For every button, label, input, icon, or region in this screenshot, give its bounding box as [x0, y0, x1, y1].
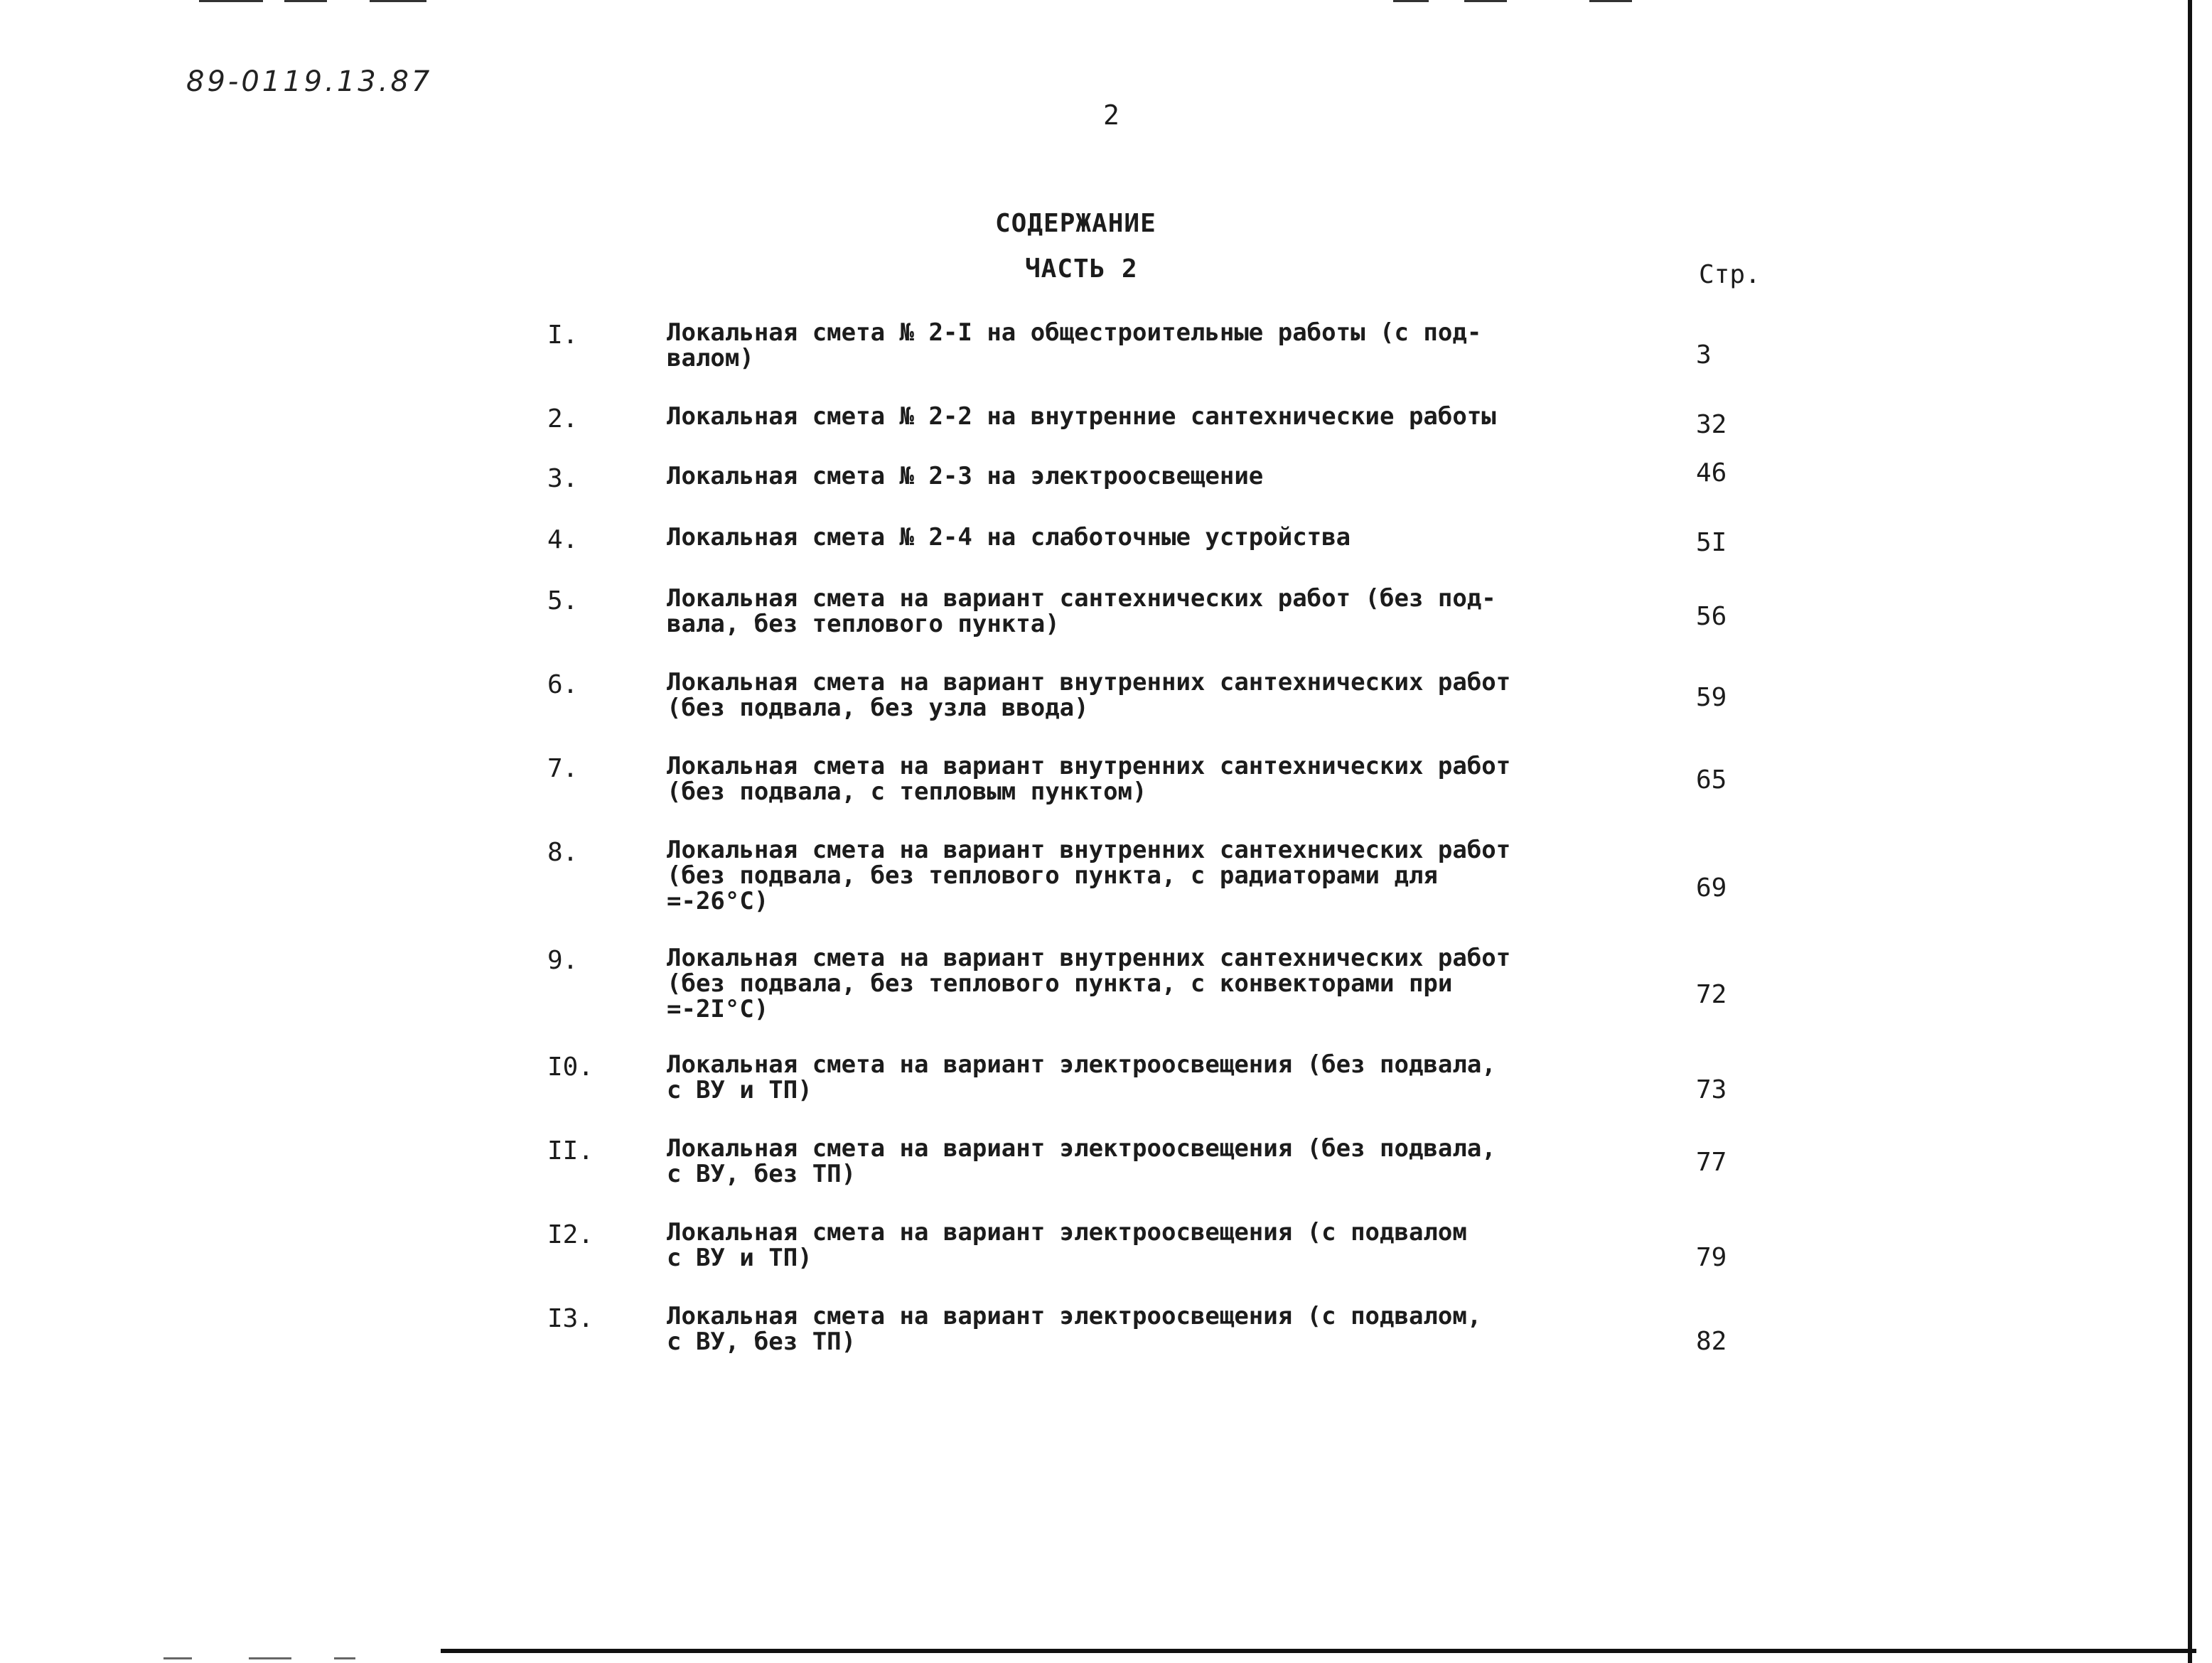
toc-item-page: 56	[1696, 602, 1727, 631]
toc-item-number: 8.	[547, 838, 579, 867]
toc-item-title: Локальная смета на вариант внутренних сантехнических работ (без подвала, без теплового пункта, с радиаторами для =-26°С)	[667, 836, 1511, 915]
right-frame-line	[2188, 0, 2192, 1663]
toc-item-page: 65	[1696, 765, 1727, 795]
page-column-header: Стр.	[1699, 260, 1761, 289]
toc-item-page: 77	[1696, 1148, 1727, 1177]
toc-item-title: Локальная смета на вариант сантехнических работ (без под- вала, без теплового пункта)	[667, 584, 1496, 638]
toc-item-number: 2.	[547, 404, 579, 434]
toc-item-title: Локальная смета на вариант внутренних сантехнических работ (без подвала, с тепловым пунктом)	[667, 752, 1511, 806]
toc-item-title: Локальная смета на вариант внутренних сантехнических работ (без подвала, без теплового пункта, с конвекторами при =-2I°С)	[667, 944, 1511, 1023]
toc-item-page: 72	[1696, 980, 1727, 1009]
toc-item-page: 46	[1696, 458, 1727, 488]
toc-item-page: 73	[1696, 1075, 1727, 1104]
page-number: 2	[1103, 99, 1120, 131]
toc-item-number: 5.	[547, 586, 579, 615]
toc-item-title: Локальная смета на вариант электроосвещения (с подвалом, с ВУ, без ТП)	[667, 1302, 1482, 1356]
toc-item-number: II.	[547, 1136, 594, 1166]
top-scan-marks	[0, 0, 2212, 4]
toc-item-page: 79	[1696, 1243, 1727, 1272]
toc-item-number: I0.	[547, 1053, 594, 1082]
toc-item-number: I2.	[547, 1220, 594, 1249]
toc-item-title: Локальная смета на вариант внутренних сантехнических работ (без подвала, без узла ввода)	[667, 668, 1511, 722]
toc-item-page: 59	[1696, 683, 1727, 712]
toc-item-page: 3	[1696, 340, 1712, 370]
toc-item-title: Локальная смета № 2-I на общестроительные работы (с под- валом)	[667, 318, 1482, 372]
toc-item-number: I.	[547, 321, 579, 350]
toc-item-title: Локальная смета № 2-3 на электроосвещение	[667, 462, 1264, 490]
toc-item-title: Локальная смета на вариант электроосвещения (с подвалом с ВУ и ТП)	[667, 1218, 1467, 1272]
page-title: СОДЕРЖАНИЕ	[995, 209, 1156, 238]
toc-item-number: 3.	[547, 464, 579, 493]
bottom-scan-marks	[163, 1657, 405, 1662]
toc-item-title: Локальная смета на вариант электроосвещения (без подвала, с ВУ, без ТП)	[667, 1134, 1496, 1188]
toc-item-title: Локальная смета на вариант электроосвещения (без подвала, с ВУ и ТП)	[667, 1050, 1496, 1104]
toc-item-number: 6.	[547, 670, 579, 699]
toc-item-number: 9.	[547, 946, 579, 975]
toc-item-title: Локальная смета № 2-2 на внутренние сантехнические работы	[667, 402, 1496, 431]
bottom-frame-line	[441, 1649, 2196, 1653]
toc-item-number: 4.	[547, 525, 579, 554]
toc-item-page: 32	[1696, 410, 1727, 439]
toc-item-page: 5I	[1696, 528, 1727, 557]
page-subtitle: ЧАСТЬ 2	[1025, 254, 1138, 284]
toc-item-number: 7.	[547, 754, 579, 783]
toc-item-title: Локальная смета № 2-4 на слаботочные устройства	[667, 523, 1351, 551]
toc-item-number: I3.	[547, 1304, 594, 1333]
toc-item-page: 69	[1696, 873, 1727, 903]
document-code: 89-0119.13.87	[186, 65, 433, 98]
toc-item-page: 82	[1696, 1327, 1727, 1356]
